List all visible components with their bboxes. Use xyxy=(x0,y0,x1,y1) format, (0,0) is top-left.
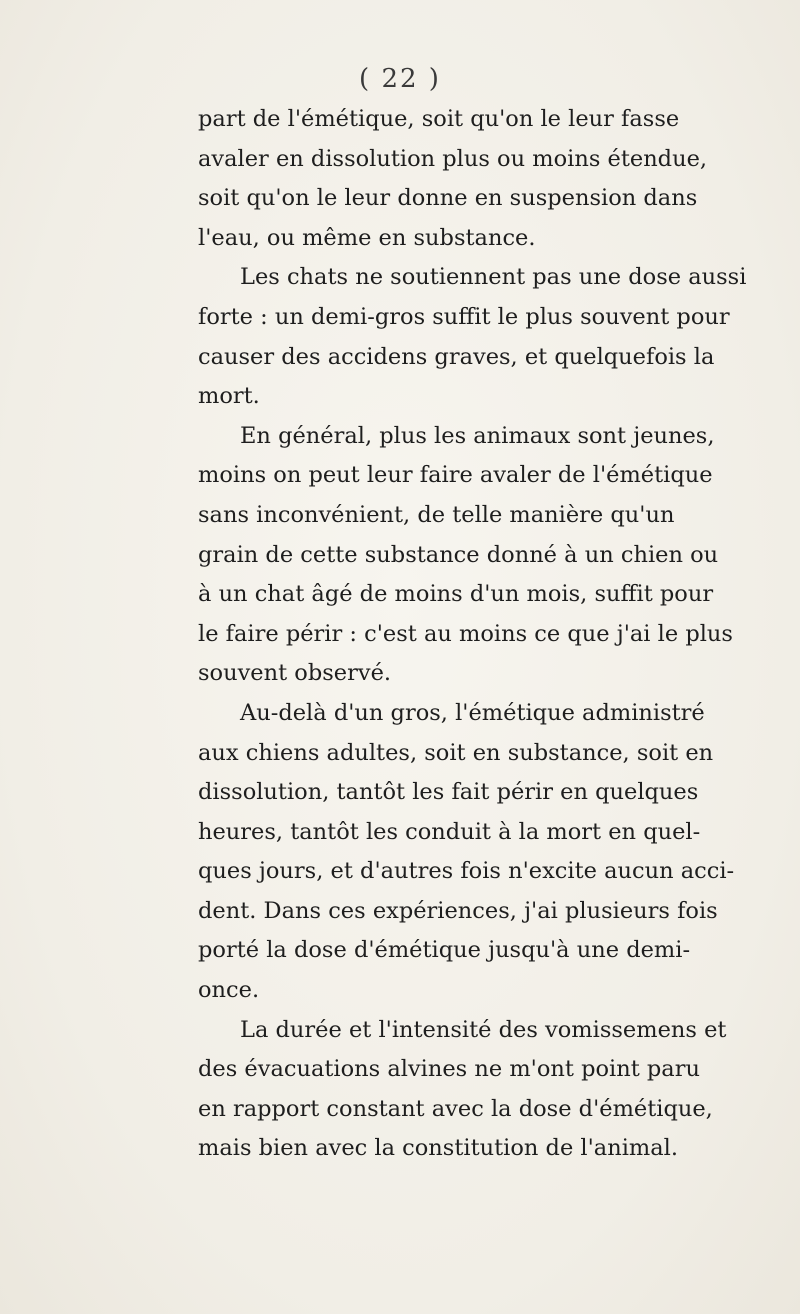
text-line: en rapport constant avec la dose d'émétique, xyxy=(198,1095,713,1122)
text-line: à un chat âgé de moins d'un mois, suffit pour xyxy=(198,581,714,608)
text-line: moins on peut leur faire avaler de l'émétique xyxy=(198,462,713,489)
text-line: porté la dose d'émétique jusqu'à une demi- xyxy=(198,937,691,964)
text-line: part de l'émétique, soit qu'on le leur fasse xyxy=(198,106,680,132)
text-line: forte : un demi-gros suffit le plus souvent pour xyxy=(198,303,730,330)
text-line: dissolution, tantôt les fait périr en quelques xyxy=(198,779,699,806)
body-text xyxy=(198,100,747,1169)
page-number: ( 22 ) xyxy=(359,64,441,94)
text-line: heures, tantôt les conduit à la mort en quel- xyxy=(198,818,701,845)
text-line: once. xyxy=(198,977,260,1004)
text-line: soit qu'on le leur donne en suspension dans xyxy=(198,185,698,212)
text-line: l'eau, ou même en substance. xyxy=(198,224,536,251)
text-line: ques jours, et d'autres fois n'excite aucun acci- xyxy=(198,858,735,885)
text-line: causer des accidens graves, et quelquefois la xyxy=(198,343,715,370)
text-line: sans inconvénient, de telle manière qu'un xyxy=(198,501,675,528)
text-line: La durée et l'intensité des vomissemens et xyxy=(240,1016,727,1043)
text-line: mort. xyxy=(198,383,260,410)
text-line: aux chiens adultes, soit en substance, soit en xyxy=(198,739,714,766)
text-line: souvent observé. xyxy=(198,660,392,687)
text-line: Les chats ne soutiennent pas une dose aussi xyxy=(240,264,747,291)
text-line: dent. Dans ces expériences, j'ai plusieurs fois xyxy=(198,897,718,924)
text-line: mais bien avec la constitution de l'animal. xyxy=(198,1135,678,1162)
text-line: Au-delà d'un gros, l'émétique administré xyxy=(240,699,705,726)
text-line: des évacuations alvines ne m'ont point paru xyxy=(198,1056,700,1083)
text-line: le faire périr : c'est au moins ce que j'ai le plus xyxy=(198,620,733,647)
text-line: grain de cette substance donné à un chien ou xyxy=(198,541,719,568)
text-line: En général, plus les animaux sont jeunes, xyxy=(240,422,715,449)
text-line: avaler en dissolution plus ou moins étendue, xyxy=(198,145,708,172)
